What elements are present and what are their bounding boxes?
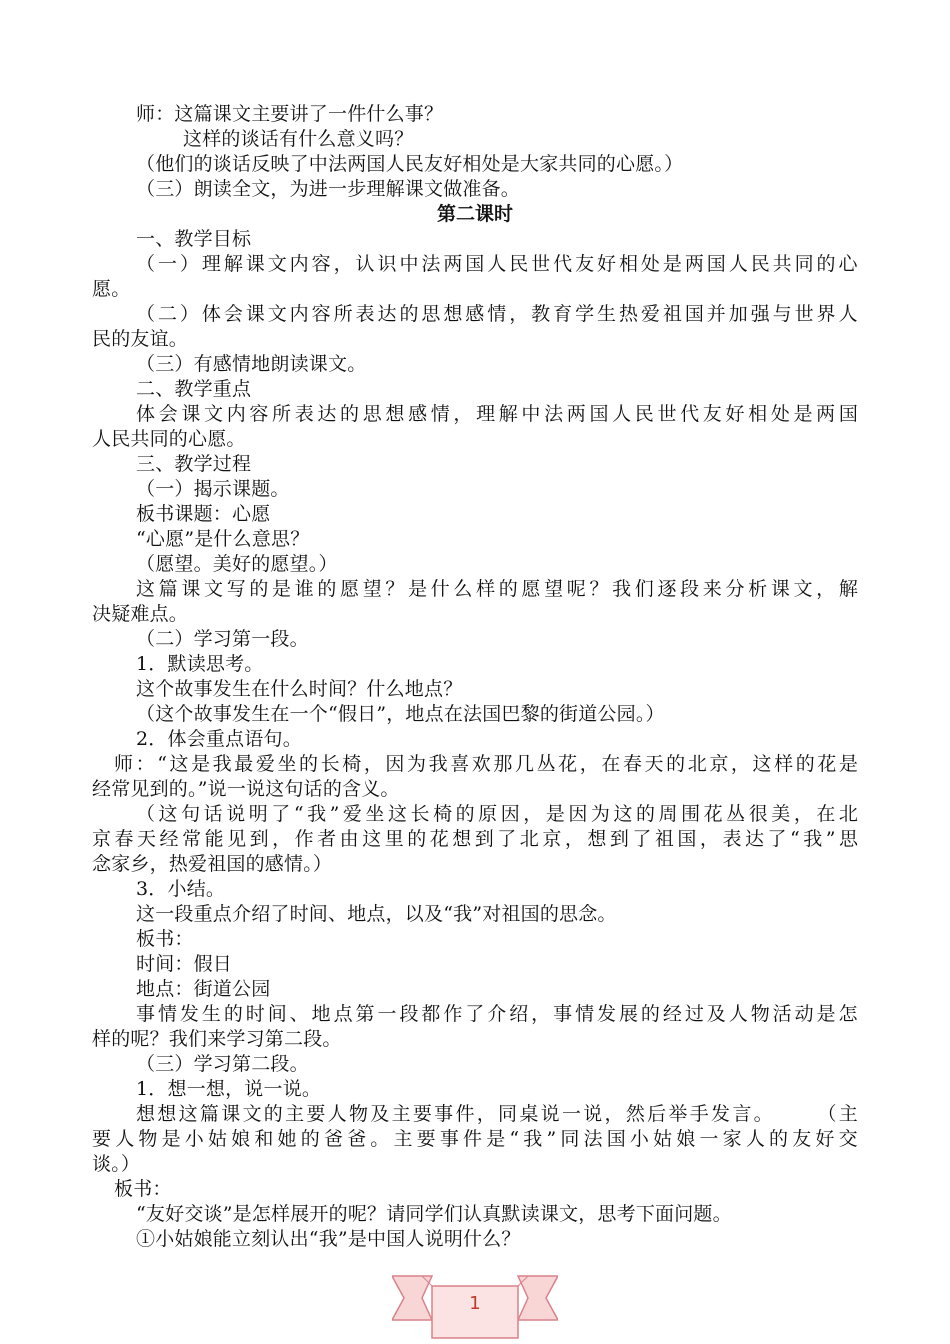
text-line: 三、教学过程 (136, 453, 252, 475)
text-line: “心愿”是什么意思？ (136, 528, 310, 550)
text-line: 谈。） (92, 1153, 141, 1175)
text-line: ①小姑娘能立刻认出“我”是中国人说明什么？ (136, 1228, 521, 1250)
text-line: 1．默读思考。 (136, 653, 264, 675)
text-line: 板书： (136, 928, 194, 950)
text-line: （三）有感情地朗读课文。 (136, 353, 367, 375)
text-line: （ 一 ） 理 解 课 文 内 容 ， 认 识 中 法 两 国 人 民 世 代 友 好 相 处 是 两 国 人 民 共 同 的 心 (136, 253, 858, 275)
text-line: 想 想 这 篇 课 文 的 主 要 人 物 及 主 要 事 件 ， 同 桌 说 一 说 ， 然 后 举 手 发 言 。 （ 主 (136, 1103, 858, 1125)
text-line: 体 会 课 文 内 容 所 表 达 的 思 想 感 情 ， 理 解 中 法 两 国 人 民 世 代 友 好 相 处 是 两 国 (136, 403, 858, 425)
text-line: 师：这篇课文主要讲了一件什么事？ (136, 103, 444, 125)
text-line: （三）朗读全文，为进一步理解课文做准备。 (136, 178, 521, 200)
text-line: 这 篇 课 文 写 的 是 谁 的 愿 望 ？ 是 什 么 样 的 愿 望 呢 ？ 我 们 逐 段 来 分 析 课 文 ， 解 (136, 578, 858, 600)
text-line: 事 情 发 生 的 时 间 、 地 点 第 一 段 都 作 了 介 绍 ， 事 情 发 展 的 经 过 及 人 物 活 动 是 怎 (136, 1003, 858, 1025)
text-line: 决疑难点。 (92, 603, 189, 625)
text-line: 这一段重点介绍了时间、地点，以及“我”对祖国的思念。 (136, 903, 617, 925)
text-line: 人民共同的心愿。 (92, 428, 246, 450)
text-line: 3．小结。 (136, 878, 226, 900)
text-line: （ 这 句 话 说 明 了 “ 我 ” 爱 坐 这 长 椅 的 原 因 ， 是 因 为 这 的 周 围 花 丛 很 美 ， 在 北 (136, 803, 858, 825)
text-line: 念家乡，热爱祖国的感情。） (92, 853, 333, 875)
text-line: （愿望。美好的愿望。） (136, 553, 338, 575)
text-line: 民的友谊。 (92, 328, 189, 350)
text-line: （二）学习第一段。 (136, 628, 309, 650)
page-number: 1 (469, 1293, 481, 1314)
text-line: （他们的谈话反映了中法两国人民友好相处是大家共同的心愿。） (136, 153, 684, 175)
text-line: 经常见到的。”说一说这句话的含义。 (92, 778, 400, 800)
text-line: 样的呢？我们来学习第二段。 (92, 1028, 342, 1050)
text-line: “友好交谈”是怎样展开的呢？请同学们认真默读课文，思考下面问题。 (136, 1203, 732, 1225)
section-title: 第二课时 (436, 203, 513, 225)
text-line: 这个故事发生在什么时间？什么地点？ (136, 678, 463, 700)
text-line: （ 二 ） 体 会 课 文 内 容 所 表 达 的 思 想 感 情 ， 教 育 学 生 热 爱 祖 国 并 加 强 与 世 界 人 (136, 303, 858, 325)
text-line: 1．想一想，说一说。 (136, 1078, 322, 1100)
text-line: 愿。 (92, 278, 131, 300)
text-line: （一）揭示课题。 (136, 478, 290, 500)
text-line: （这个故事发生在一个“假日”，地点在法国巴黎的街道公园。） (136, 703, 665, 725)
text-line: 一、教学目标 (136, 228, 252, 250)
text-line: 要 人 物 是 小 姑 娘 和 她 的 爸 爸 。 主 要 事 件 是 “ 我 ” 同 法 国 小 姑 娘 一 家 人 的 友 好 交 (92, 1128, 858, 1150)
text-line: （三）学习第二段。 (136, 1053, 309, 1075)
text-line: 板书课题：心愿 (136, 503, 271, 525)
text-line: 二、教学重点 (136, 378, 252, 400)
text-line: 地点：街道公园 (136, 978, 271, 1000)
text-line: 这样的谈话有什么意义吗？ (183, 128, 414, 150)
text-line: 板书： (114, 1178, 172, 1200)
text-line: 时间：假日 (136, 953, 233, 975)
text-line: 2．体会重点语句。 (136, 728, 302, 750)
text-line: 师 ： “ 这 是 我 最 爱 坐 的 长 椅 ， 因 为 我 喜 欢 那 几 丛 花 ， 在 春 天 的 北 京 ， 这 样 的 花 是 (114, 753, 858, 775)
text-line: 京 春 天 经 常 能 见 到 ， 作 者 由 这 里 的 花 想 到 了 北 京 ， 想 到 了 祖 国 ， 表 达 了 “ 我 ” 思 (92, 828, 858, 850)
